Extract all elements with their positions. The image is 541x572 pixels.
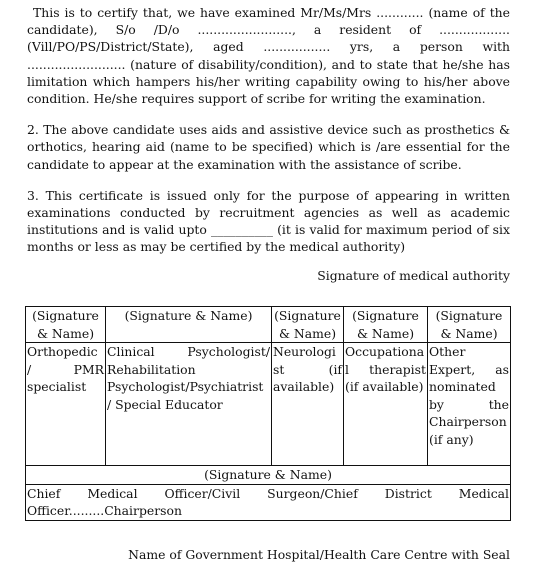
specialist-neurologist: Neurologist (if available): [272, 343, 344, 466]
certificate-paragraph-3: 3. This certificate is issued only for the purpose of appearing in written examinations conducted by recruitment agencies as well as academic institutions and is valid upto __________ (it is valid for maximum period of six months or less as may be certified by the medical authority): [27, 187, 510, 255]
signature-header-row: [26, 307, 511, 343]
specialist-occupational-therapist: Occupational therapist (if available): [344, 343, 428, 466]
signature-cell-neurologist: (Signature & Name): [272, 307, 344, 343]
signature-cell-occupational-therapist: (Signature & Name): [344, 307, 428, 343]
specialist-other-expert: Other Expert, as nominated by the Chairperson (if any): [428, 343, 511, 466]
specialist-row: [26, 343, 511, 466]
signature-cell-psychologist: (Signature & Name): [106, 307, 272, 343]
certificate-paragraph-1: This is to certify that, we have examined Mr/Ms/Mrs ............ (name of the candidate), S/o /D/o ........................, a resident of ..................(Vill/PO/PS/District/State), aged ................. yrs, a person with ......................... (nature of disability/condition), and to state that he/she has limitation which hampers his/her writing capability owing to his/her above condition. He/she requires support of scribe for writing the examination.: [27, 5, 510, 107]
certificate-body: [27, 4, 510, 284]
chairperson-row: [26, 466, 511, 521]
chairperson-cell: [26, 466, 511, 521]
medical-authority-table: [25, 306, 511, 521]
certificate-paragraph-2: 2. The above candidate uses aids and assistive device such as prosthetics & orthotics, hearing aid (name to be specified) which is /are essential for the candidate to appear at the examination with the assistance of scribe.: [27, 122, 510, 172]
specialist-orthopedic: Orthopedic / PMR specialist: [26, 343, 106, 466]
medical-authority-signature-label: Signature of medical authority: [317, 267, 510, 283]
signature-cell-orthopedic: (Signature & Name): [26, 307, 106, 343]
chairperson-signature-label: (Signature & Name): [204, 467, 332, 482]
hospital-seal-label: Name of Government Hospital/Health Care Centre with Seal: [128, 547, 510, 562]
signature-cell-other-expert: (Signature & Name): [428, 307, 511, 343]
chairperson-title: Chief Medical Officer/Civil Surgeon/Chief District Medical Officer.........Chairperson: [27, 485, 509, 518]
specialist-psychologist: Clinical Psychologist/ Rehabilitation Psychologist/Psychiatrist / Special Educator: [106, 343, 272, 466]
